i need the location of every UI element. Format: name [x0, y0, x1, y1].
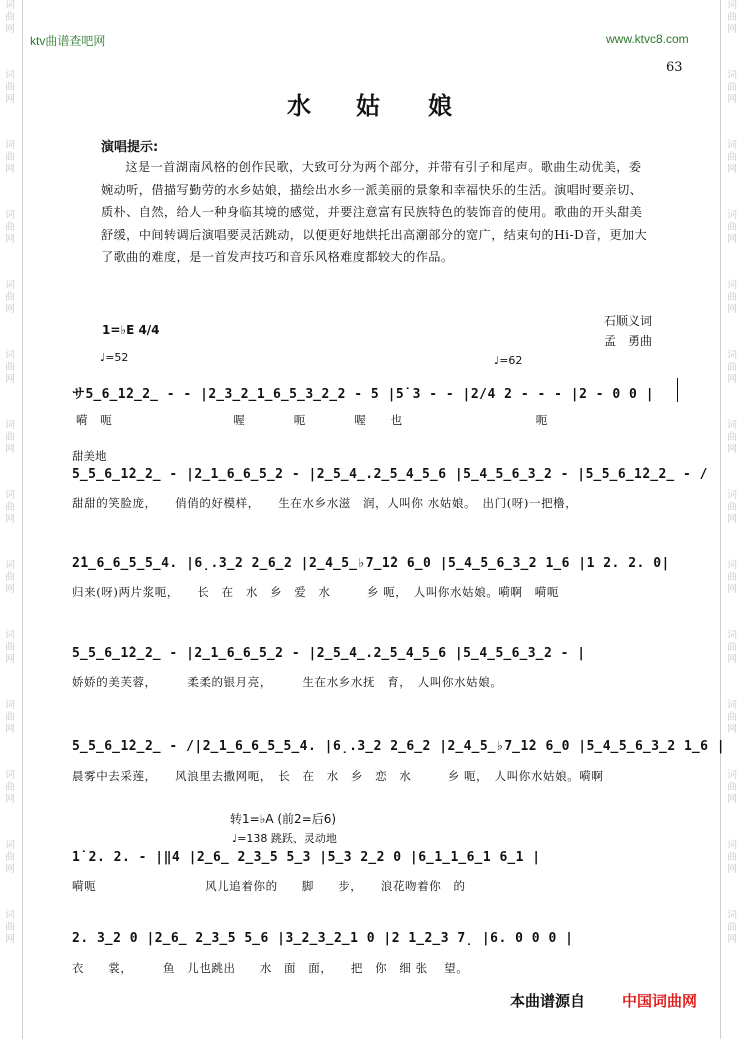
- site-url-right[interactable]: www.ktvc8.com: [606, 32, 689, 46]
- tempo-marking-1: ♩=52: [100, 351, 129, 364]
- score-line-6-notes: 1̇ 2. 2. - |‖4 |2̲6̲ 2̲3̲5 5̲3 |5̲3 2̲2 0 |6̲1̲1̲6̲1 6̲1 |: [72, 850, 541, 865]
- score-line-2-lyrics: 甜甜的笑脸庞， 俏俏的好模样， 生在水乡水滋 润，人叫你 水姑娘。 出门(呀)一把橹，: [72, 496, 578, 510]
- source-site-link[interactable]: 中国词曲网: [622, 992, 698, 1010]
- score-line-1-lyrics: 嗬 呃 喔 呃 喔 也 呃: [76, 413, 548, 427]
- expression-marking: 甜美地: [72, 449, 107, 463]
- tips-heading: 演唱提示:: [101, 140, 159, 155]
- composer-credit: 孟 勇曲: [604, 334, 653, 348]
- song-title-char-1: 水: [287, 92, 311, 120]
- score-line-7-lyrics: 衣 裳， 鱼 儿也跳出 水 面 面， 把 你 细 张 望。: [72, 961, 469, 975]
- score-line-4-notes: 5̲5̲6̲1̇2̲2̲ - |2̲1̲6̲6̲5̲2 - |2̲5̲4̲.2̲5̲4̲5̲6 |5̲4̲5̲6̲3̲2 - |: [72, 646, 586, 661]
- tips-body: 这是一首湖南风格的创作民歌，大致可分为两个部分，并带有引子和尾声。歌曲生动优美，委婉动听，借描写勤劳的水乡姑娘，描绘出水乡一派美丽的景象和幸福快乐的生活。演唱时要亲切、质朴、自然，给人一种身临其境的感觉，并要注意富有民族特色的装饰音的使用。歌曲的开头甜美舒缓，中间转调后演唱要灵活跳动，以便更好地烘托出高潮部分的宽广，结束句的Hi-D音，更加大了歌曲的难度，是一首发声技巧和音乐风格难度都较大的作品。: [101, 160, 648, 264]
- barline: [677, 378, 678, 402]
- right-margin-rule: [720, 0, 721, 1039]
- score-line-5-lyrics: 晨雾中去采莲， 风浪里去撒网呃， 长 在 水 乡 恋 水 乡 呃， 人叫你水姑娘。嗬啊: [72, 769, 604, 783]
- score-line-3-notes: 2̇1̲6̲6̲5̲5̲4. |6̣.3̲2 2̲6̲2 |2̲4̲5̲♭7̲1̇2 6̲0 |5̲4̲5̲6̲3̲2 1̲6 |1 2. 2. 0|: [72, 556, 670, 571]
- score-line-7-notes: 2. 3̲2 0 |2̲6̲ 2̲3̲5 5̲6 |3̲2̲3̲2̲1 0 |2 1̲2̲3 7̣ |6. 0 0 0 |: [72, 931, 574, 946]
- left-margin-rule: [22, 0, 23, 1039]
- score-line-4-lyrics: 娇娇的美芙蓉， 柔柔的银月亮， 生在水乡水抚 育， 人叫你水姑娘。: [72, 675, 503, 689]
- song-title-char-2: 姑: [356, 92, 380, 120]
- song-title-char-3: 娘: [428, 92, 452, 120]
- page-number: 63: [666, 60, 683, 75]
- watermark-right: 词 曲 网 词 曲 网 词 曲 网 词 曲 网 词 曲 网 词 曲 网 词 曲 网 词 曲 网 词 曲 网 词 曲 网 词 曲 网 词 曲 网 词 曲 网 词 曲 网: [727, 0, 737, 945]
- score-line-2-notes: 5̲5̲6̲1̇2̲2̲ - |2̲1̲6̲6̲5̲2 - |2̲5̲4̲.2̲5̲4̲5̲6 |5̲4̲5̲6̲3̲2 - |5̲5̲6̲1̇2̲2̲ - /: [72, 467, 708, 482]
- tempo-marking-2: ♩=62: [494, 354, 523, 367]
- tempo-marking-3: ♩=138 跳跃、灵动地: [232, 832, 337, 845]
- score-line-5-notes: 5̲5̲6̲1̇2̲2̲ - /|2̲1̲6̲6̲5̲5̲4. |6̣.3̲2 2̲6̲2 |2̲4̲5̲♭7̲1̇2 6̲0 |5̲4̲5̲6̲3̲2 1̲6 |: [72, 739, 726, 754]
- score-line-6-lyrics: 嗬呃 风儿追着你的 脚 步， 浪花吻着你 的: [72, 879, 466, 893]
- watermark-left: 词 曲 网 词 曲 网 词 曲 网 词 曲 网 词 曲 网 词 曲 网 词 曲 网 词 曲 网 词 曲 网 词 曲 网 词 曲 网 词 曲 网 词 曲 网 词 曲 网: [5, 0, 15, 945]
- site-name-left[interactable]: ktv曲谱查吧网: [30, 34, 106, 48]
- source-label: 本曲谱源自: [510, 992, 586, 1010]
- score-line-3-lyrics: 归来(呀)两片浆呃， 长 在 水 乡 爱 水 乡 呃， 人叫你水姑娘。嗬啊 嗬呃: [72, 585, 559, 599]
- lyricist-credit: 石顺义词: [604, 314, 653, 328]
- key-signature: 1=♭E 4/4: [102, 323, 160, 337]
- score-line-1-notes: サ5̲6̲1̇2̲2̲ - - |2̲3̲2̲1̲6̲5̲3̲2̲2 - 5 |5̇ 3 - - |2/4 2 - - - |2 - 0 0 |: [72, 387, 655, 402]
- modulation-marking: 转1=♭A (前2=后6): [230, 812, 337, 826]
